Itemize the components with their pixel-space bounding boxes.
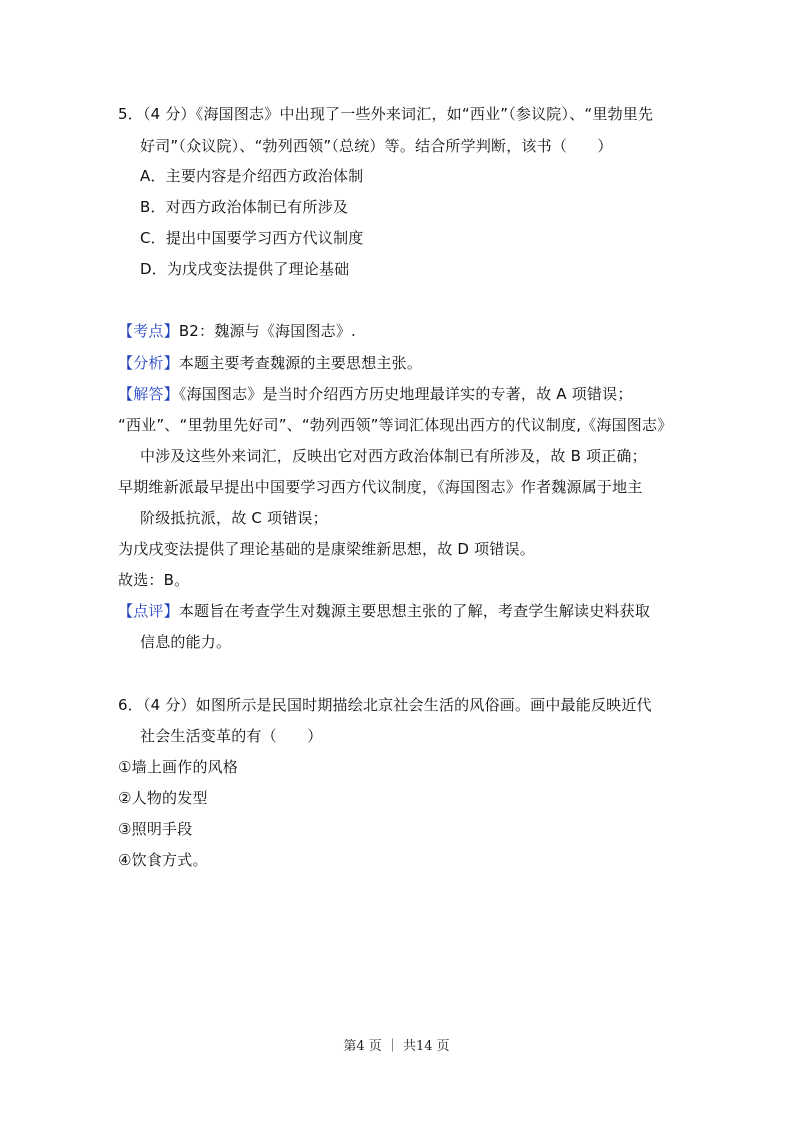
q5-jieda-line2: 中涉及这些外来词汇，反映出它对西方政治体制已有所涉及，故 B 项正确； (140, 447, 647, 465)
q5-option-c: C．提出中国要学习西方代议制度 (140, 229, 364, 247)
q5-stem-line2: 好司”（众议院）、“勃列西领”（总统）等。结合所学判断，该书（ ） (140, 137, 613, 155)
q6-item-2: ②人物的发型 (118, 789, 208, 807)
q6-item-1: ①墙上画作的风格 (118, 758, 239, 776)
q5-answer: 故选：B。 (118, 571, 190, 589)
dianping-tag: 【点评】 (118, 602, 179, 620)
q5-dianping-line2: 信息的能力。 (140, 633, 232, 651)
q5-jieda-line3: 早期维新派最早提出中国要学习西方代议制度，《海国图志》作者魏源属于地主 (118, 478, 643, 496)
q5-kaodian (118, 321, 356, 341)
kaodian-tag: 【考点】 (118, 322, 179, 340)
jieda-tag: 【解答】 (118, 385, 179, 403)
q6-item-4: ④饮食方式。 (118, 851, 208, 869)
q5-dianping (118, 601, 650, 621)
fenxi-text: 本题主要考查魏源的主要思想主张。 (178, 354, 423, 372)
fenxi-tag: 【分析】 (118, 354, 179, 372)
kaodian-text: B2：魏源与《海国图志》. (178, 322, 357, 340)
q6-stem-line2: 社会生活变革的有（ ） (140, 727, 323, 745)
q5-option-a: A．主要内容是介绍西方政治体制 (140, 167, 364, 185)
jieda-text: 《海国图志》是当时介绍西方历史地理最详实的专著，故 A 项错误； (178, 385, 633, 403)
q5-fenxi (118, 353, 422, 373)
q5-jieda (118, 384, 633, 404)
q5-option-b: B．对西方政治体制已有所涉及 (140, 198, 349, 216)
q5-jieda-line5: 为戊戌变法提供了理论基础的是康梁维新思想，故 D 项错误。 (118, 540, 535, 558)
q6-stem-line1: 6．（4 分）如图所示是民国时期描绘北京社会生活的风俗画。画中最能反映近代 (118, 696, 652, 714)
page-footer: 第4 页 ｜ 共14 页 (343, 1039, 450, 1054)
q6-item-3: ③照明手段 (118, 820, 193, 838)
q5-option-d: D．为戊戌变法提供了理论基础 (140, 260, 350, 278)
q5-jieda-line4: 阶级抵抗派，故 C 项错误； (140, 509, 328, 527)
q5-jieda-line1: “西业”、“里勃里先好司”、“勃列西领”等词汇体现出西方的代议制度,《海国图志》 (118, 416, 673, 434)
dianping-text: 本题旨在考查学生对魏源主要思想主张的了解，考查学生解读史料获取 (178, 602, 651, 620)
q5-stem-line1: 5．（4 分）《海国图志》中出现了一些外来词汇，如“西业”（参议院）、“里勃里先 (118, 105, 654, 123)
